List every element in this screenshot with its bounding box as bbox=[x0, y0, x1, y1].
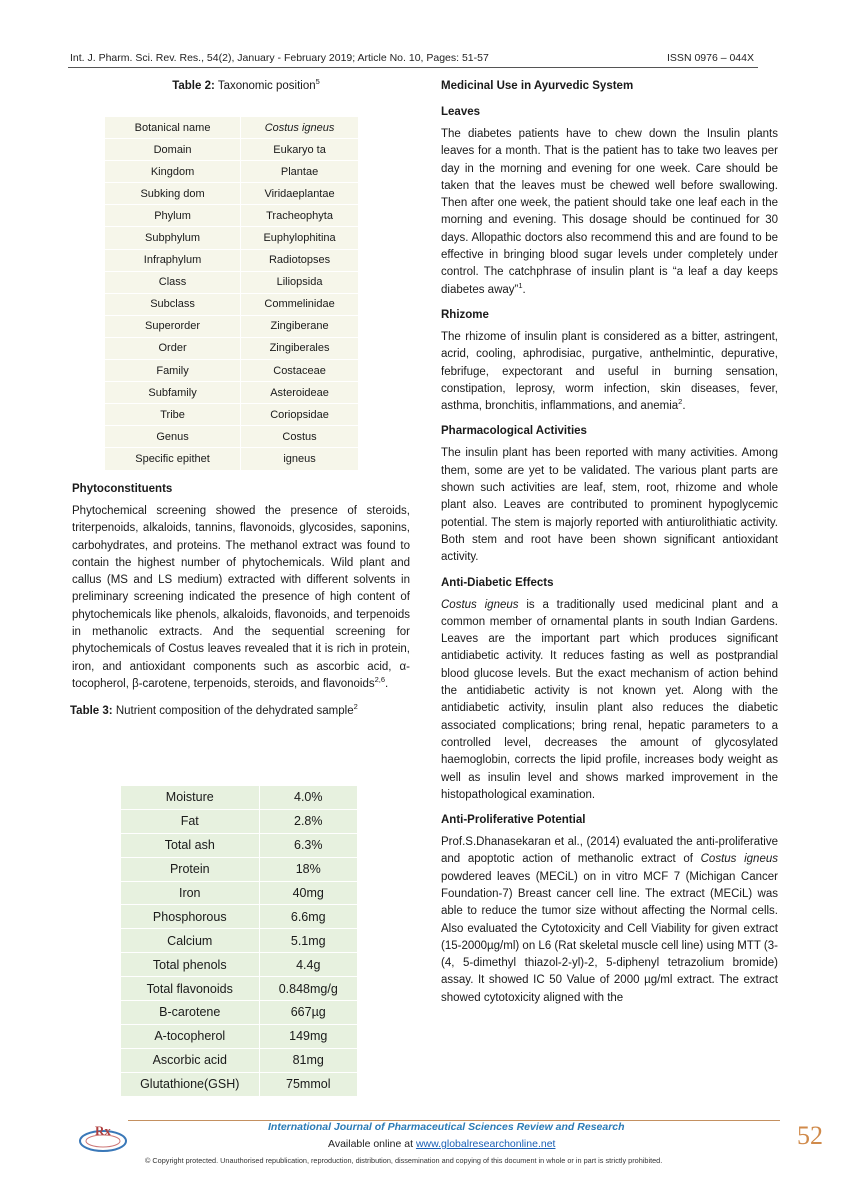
phyto-paragraph bbox=[72, 503, 410, 693]
table-row bbox=[105, 404, 359, 426]
row-value-cell: Euphylophitina bbox=[241, 227, 359, 249]
table-row bbox=[105, 360, 359, 382]
table-row bbox=[121, 1024, 358, 1048]
antidiabetic-species: Costus igneus bbox=[441, 598, 519, 611]
row-value-cell: 667µg bbox=[259, 1001, 358, 1025]
row-value-cell: igneus bbox=[241, 448, 359, 470]
row-value-cell: Costus bbox=[241, 426, 359, 448]
row-value-cell: Plantae bbox=[241, 161, 359, 183]
table-row bbox=[105, 315, 359, 337]
row-label-cell: Ascorbic acid bbox=[121, 1048, 260, 1072]
footer-copyright: © Copyright protected. Unauthorised republication, reproduction, distribution, dissemination and copying of this document in whole or in part is strictly prohibited. bbox=[145, 1156, 663, 1165]
row-value-cell: 4.4g bbox=[259, 953, 358, 977]
journal-citation: Int. J. Pharm. Sci. Rev. Res., 54(2), January - February 2019; Article No. 10, Pages: 51-57 bbox=[70, 52, 489, 64]
row-value-cell: Zingiberane bbox=[241, 315, 359, 337]
row-label-cell: Subking dom bbox=[105, 183, 241, 205]
row-value-cell: Zingiberales bbox=[241, 337, 359, 359]
row-value-cell: 149mg bbox=[259, 1024, 358, 1048]
antiproliferative-heading: Anti-Proliferative Potential bbox=[441, 814, 586, 827]
right-column bbox=[441, 80, 778, 1017]
row-value-cell: 75mmol bbox=[259, 1072, 358, 1096]
antiproliferative-text-1: Prof.S.Dhanasekaran et al., (2014) evaluated the anti-proliferative and apoptotic action of methanolic extract of bbox=[441, 836, 778, 866]
row-label-cell: Moisture bbox=[121, 786, 260, 810]
row-value-cell: 81mg bbox=[259, 1048, 358, 1072]
issn: ISSN 0976 – 044X bbox=[667, 52, 754, 64]
row-value-cell: 40mg bbox=[259, 881, 358, 905]
table-row bbox=[121, 1072, 358, 1096]
footer-url-link[interactable]: www.globalresearchonline.net bbox=[415, 1138, 556, 1150]
row-label-cell: Fat bbox=[121, 809, 260, 833]
row-value-cell: 2.8% bbox=[259, 809, 358, 833]
table-row bbox=[105, 448, 359, 470]
leaves-heading: Leaves bbox=[441, 106, 481, 118]
row-value-cell: 5.1mg bbox=[259, 929, 358, 953]
leaves-text: The diabetes patients have to chew down the Insulin plants leaves for a month. That is the patient has to take two leaves per day in the morning and evening for one week. Care should be taken that the leaves must be chewed well before swallowing. Then after one week, the patient should take one leaf each in the morning and evening. This dosage should be continued for 30 days. Allopathic doctors also recommend this and are found to be effective in bringing blood sugar levels under completely under control. The catchphrase of insulin plant is “a leaf a day keeps diabetes away” bbox=[441, 128, 778, 296]
row-label-cell: Total ash bbox=[121, 833, 260, 857]
table-row bbox=[105, 161, 359, 183]
antiproliferative-paragraph bbox=[441, 834, 778, 1007]
row-value-cell: 0.848mg/g bbox=[259, 977, 358, 1001]
table-row bbox=[121, 786, 358, 810]
nutrient-table bbox=[120, 785, 358, 1097]
footer-availability bbox=[328, 1138, 555, 1150]
table-row bbox=[105, 227, 359, 249]
row-label-cell: Domain bbox=[105, 139, 241, 161]
table-row bbox=[105, 139, 359, 161]
phyto-ref: 2,6 bbox=[374, 675, 386, 685]
rhizome-ref: 2 bbox=[678, 397, 683, 407]
row-value-cell: Radiotopses bbox=[241, 249, 359, 271]
row-value-cell: Asteroideae bbox=[241, 382, 359, 404]
row-label-cell: Family bbox=[105, 360, 241, 382]
row-value-cell: Coriopsidae bbox=[241, 404, 359, 426]
row-label-cell: Total flavonoids bbox=[121, 977, 260, 1001]
table-row bbox=[121, 977, 358, 1001]
table-row bbox=[121, 929, 358, 953]
row-value-cell: Liliopsida bbox=[241, 271, 359, 293]
leaves-ref: 1 bbox=[518, 280, 523, 290]
table2-caption bbox=[82, 77, 410, 92]
row-value-cell: Tracheophyta bbox=[241, 205, 359, 227]
footer-journal-name: International Journal of Pharmaceutical Sciences Review and Research bbox=[268, 1121, 625, 1133]
table3-ref: 2 bbox=[353, 702, 358, 712]
row-label-cell: Phylum bbox=[105, 205, 241, 227]
row-label-cell: Botanical name bbox=[105, 117, 241, 139]
row-label-cell: Superorder bbox=[105, 315, 241, 337]
pharma-heading: Pharmacological Activities bbox=[441, 425, 587, 438]
table-row bbox=[121, 1001, 358, 1025]
row-label-cell: Protein bbox=[121, 857, 260, 881]
table-row bbox=[121, 881, 358, 905]
antidiabetic-text: is a traditionally used medicinal plant and a common member of ornamental plants in south Indian Gardens. Leaves are the important part which produces significant antidiabetic activity. It reduces fasting as well as postprandial blood glucose levels. But the exact mechanism of action behind the antidiabetic activity is not known yet. Along with the antidiabetic activity, insulin plant also reduces the diabetic associated complications; bring renal, hepatic parameters to a controlled level, decreases the amount of glycosylated haemoglobin, corrects the lipid profile, increases body weight as well as insulin level and shows marked improvement in the histopathological examination. bbox=[441, 598, 779, 801]
table-row bbox=[105, 337, 359, 359]
journal-logo bbox=[78, 1121, 128, 1157]
row-value-cell: Commelinidae bbox=[241, 293, 359, 315]
row-label-cell: Infraphylum bbox=[105, 249, 241, 271]
row-label-cell: Specific epithet bbox=[105, 448, 241, 470]
table-row bbox=[121, 1048, 358, 1072]
taxonomy-table bbox=[104, 116, 359, 471]
leaves-paragraph: The diabetes patients have to chew down the Insulin plants leaves for a month. That is the patient has to take two leaves per day in the morning and evening for one week. Care should be taken that the leaves must be chewed well before swallowing. Then after one week, the patient should take one leaf each in the morning and evening. This dosage should be continued for 30 days. Allopathic doctors also recommend this and are found to be effective in bringing blood sugar levels under completely under control. The catchphrase of insulin plant is “a leaf a day keeps diabetes away”$^1$. bbox=[441, 128, 778, 296]
row-label-cell: Iron bbox=[121, 881, 260, 905]
footer-available-text: Available online at bbox=[328, 1138, 416, 1150]
row-label-cell: Class bbox=[105, 271, 241, 293]
row-value-cell: Eukaryo ta bbox=[241, 139, 359, 161]
antidiabetic-heading: Anti-Diabetic Effects bbox=[441, 576, 554, 589]
row-label-cell: Calcium bbox=[121, 929, 260, 953]
phyto-end: . bbox=[385, 677, 389, 690]
table-row bbox=[105, 382, 359, 404]
row-label-cell: Subphylum bbox=[105, 227, 241, 249]
table-row bbox=[105, 183, 359, 205]
row-value-cell: Costus igneus bbox=[241, 117, 359, 139]
row-label-cell: Genus bbox=[105, 426, 241, 448]
row-label-cell: B-carotene bbox=[121, 1001, 260, 1025]
table-row bbox=[121, 905, 358, 929]
table-row bbox=[105, 426, 359, 448]
antiproliferative-species: Costus igneus bbox=[700, 853, 778, 866]
row-label-cell: Glutathione(GSH) bbox=[121, 1072, 260, 1096]
table3-title: Nutrient composition of the dehydrated sample bbox=[115, 705, 354, 718]
rhizome-text: The rhizome of insulin plant is considered as a bitter, astringent, acrid, cooling, aphrodisiac, purgative, anthelmintic, depurative, febrifuge, expectorant and useful in burning sensation, constipation, leprosy, worm infection, skin diseases, fever, asthma, bronchitis, inflammations, and anemia bbox=[441, 330, 778, 413]
row-value-cell: 6.3% bbox=[259, 833, 358, 857]
row-value-cell: 18% bbox=[259, 857, 358, 881]
row-label-cell: Subclass bbox=[105, 293, 241, 315]
row-label-cell: A-tocopherol bbox=[121, 1024, 260, 1048]
table3-caption bbox=[70, 703, 410, 720]
row-value-cell: 4.0% bbox=[259, 786, 358, 810]
row-value-cell: Costaceae bbox=[241, 360, 359, 382]
antidiabetic-paragraph bbox=[441, 597, 778, 805]
antiproliferative-text-2: powdered leaves (MECiL) on in vitro MCF 7 (Michigan Cancer Foundation-7) Breast cancer cell line. The extract (MECiL) was able to reduce the tumor size without affecting the Normal cells. Also evaluated the Cytotoxicity and Cell Viability for given extract (15-2000µg/ml) on L6 (Rat skeletal muscle cell line) using MTT (3- (4, 5-dimethyl thiazol-2-yl)-2, 5-diphenyl tetrazolium bromide) assay. It showed IC 50 Value of 2000 µg/ml extract. The extract showed cytotoxicity aligned with the bbox=[441, 870, 778, 1004]
ayurvedic-heading: Medicinal Use in Ayurvedic System bbox=[441, 80, 634, 92]
table-row bbox=[105, 117, 359, 139]
row-value-cell: Viridaeplantae bbox=[241, 183, 359, 205]
row-label-cell: Total phenols bbox=[121, 953, 260, 977]
table-row bbox=[105, 205, 359, 227]
phyto-text: Phytochemical screening showed the presence of steroids, triterpenoids, alkaloids, tannins, flavonoids, glycosides, saponins, carbohydrates, and proteins. The methanol extract was found to contain the highest number of phytochemicals. Wild plant and callus (MS and LS medium) extracted with different solvents in preliminary screening indicated the presence of high content of phytochemicals like phenols, alkaloids, flavonoids, and terpenoids in methanolic extracts. And the sequential screening for phytochemicals of Costus leaves revealed that it is rich in protein, iron, and antioxidant components such as ascorbic acid, α-tocopherol, β-carotene, terpenoids, steroids, and flavonoids bbox=[72, 505, 410, 690]
table2-label: Table 2: bbox=[172, 80, 215, 92]
row-label-cell: Kingdom bbox=[105, 161, 241, 183]
logo-rx-text: Rx bbox=[95, 1123, 111, 1138]
table-row bbox=[121, 953, 358, 977]
table2-title: Taxonomic position bbox=[217, 80, 316, 92]
table-row bbox=[105, 249, 359, 271]
left-column bbox=[72, 77, 410, 92]
row-label-cell: Order bbox=[105, 337, 241, 359]
header-divider bbox=[68, 67, 758, 68]
table3-label: Table 3: bbox=[70, 705, 113, 718]
table2-ref: 5 bbox=[315, 77, 320, 87]
table-row bbox=[121, 809, 358, 833]
table-row bbox=[121, 857, 358, 881]
row-label-cell: Tribe bbox=[105, 404, 241, 426]
phyto-section bbox=[72, 483, 410, 731]
rhizome-heading: Rhizome bbox=[441, 308, 489, 321]
row-label-cell: Phosphorous bbox=[121, 905, 260, 929]
table-row bbox=[105, 293, 359, 315]
page-number: 52 bbox=[797, 1121, 823, 1150]
table-row bbox=[121, 833, 358, 857]
phyto-heading: Phytoconstituents bbox=[72, 483, 173, 495]
table-row bbox=[105, 271, 359, 293]
rhizome-paragraph: The rhizome of insulin plant is considered as a bitter, astringent, acrid, cooling, aphrodisiac, purgative, anthelmintic, depurative, febrifuge, expectorant and useful in burning sensation, constipation, leprosy, worm infection, skin diseases, fever, asthma, bronchitis, inflammations, and anemia$^2$. bbox=[441, 330, 778, 413]
row-label-cell: Subfamily bbox=[105, 382, 241, 404]
row-value-cell: 6.6mg bbox=[259, 905, 358, 929]
pharma-paragraph: The insulin plant has been reported with many activities. Among them, some are yet to be validated. The various plant parts are shown such activities are leaf, stem, root, rhizome and whole plant also. Leaves are contributed to prominent hypoglycemic potential. The stem is majorly reported with antiurolithiatic activity. Both stem and root have been shown significant antioxidant activity. bbox=[441, 447, 778, 564]
